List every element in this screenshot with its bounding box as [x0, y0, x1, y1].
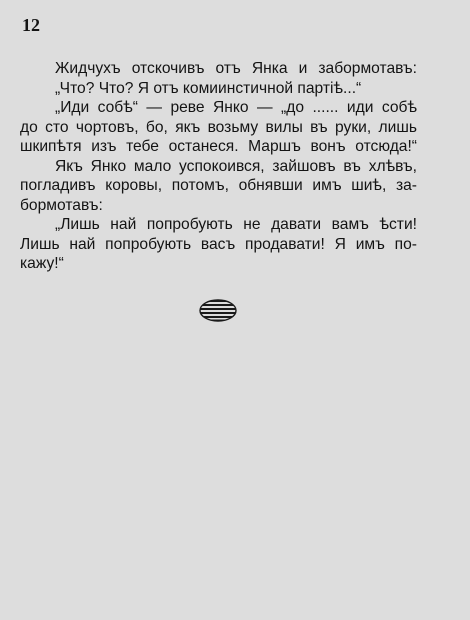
text-line-7: погладивъ коровы, потомъ, обнявши имъ шиѣ, за- — [20, 177, 417, 194]
text-line-3: „Иди собѣ“ — реве Янко — „до ...... иди собѣ — [55, 99, 417, 116]
text-line-9: „Лишь най попробують не давати вамъ ѣсти! — [55, 216, 417, 233]
text-line-10: Лишь най попробують васъ продавати! Я имъ по- — [20, 235, 417, 253]
body-text — [20, 59, 417, 274]
page-number: 12 — [22, 15, 40, 35]
text-line-6: Якъ Янко мало успокоився, зайшовъ въ хлѣвъ, — [55, 157, 417, 175]
text-line-4: до сто чортовъ, бо, якъ возьму вилы въ руки, лишь — [20, 118, 417, 136]
text-line-5: шкипѣтя изъ тебе останеся. Маршъ вонъ отсюда!“ — [20, 138, 417, 155]
text-line-11: кажу!“ — [20, 255, 64, 272]
oval-striped-ornament-icon — [199, 299, 237, 322]
text-line-8: бормотавъ: — [20, 196, 103, 214]
text-line-2: „Что? Что? Я отъ комиинстичной партiѣ...“ — [55, 79, 362, 97]
text-line-1: Жидчухъ отскочивъ отъ Янка и забормотавъ: — [55, 60, 417, 77]
